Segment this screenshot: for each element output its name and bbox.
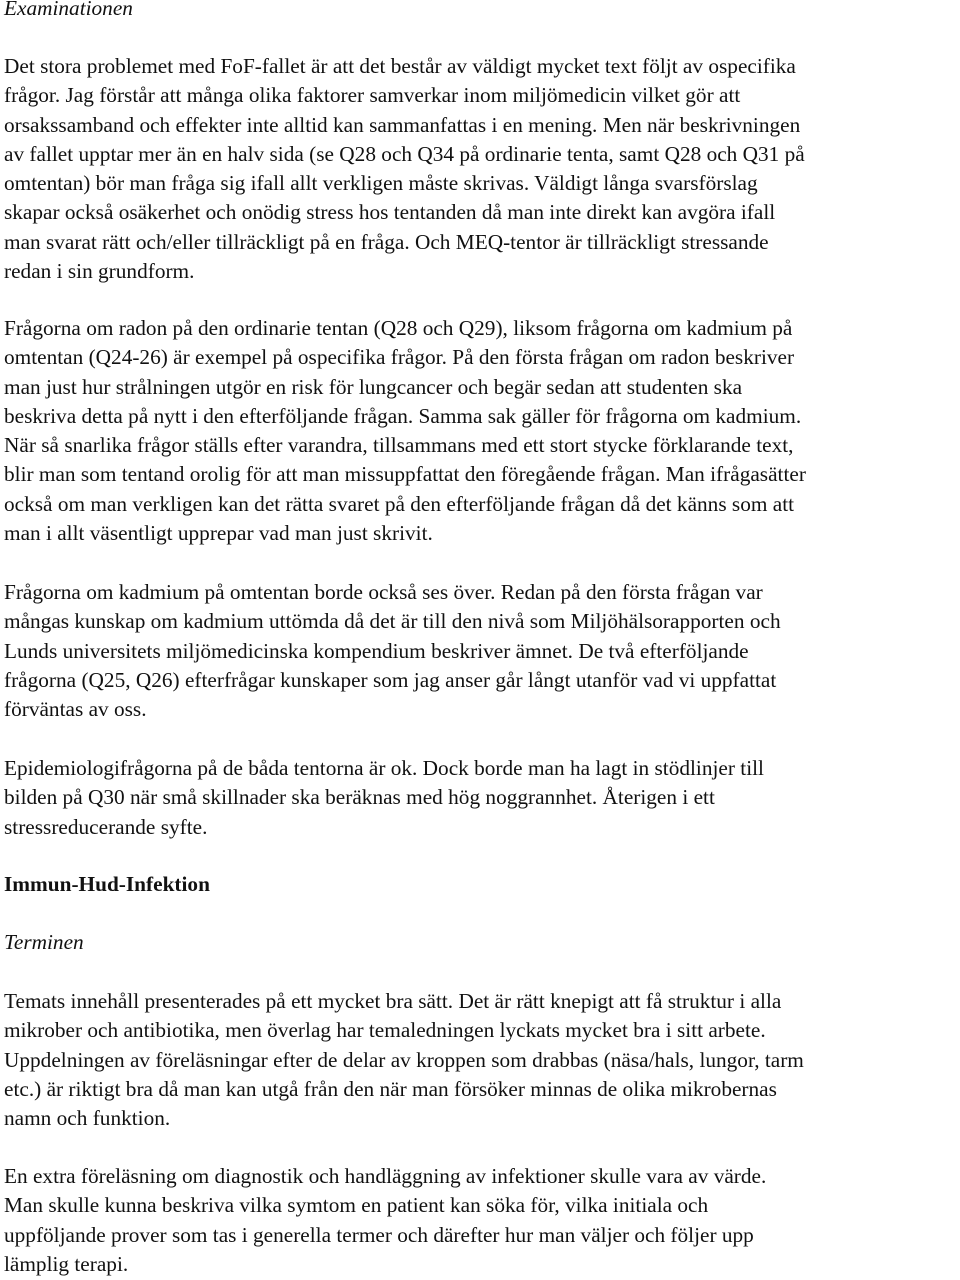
text-line: mångas kunskap om kadmium uttömda då det är till den nivå som Miljöhälsorapporten och (4, 609, 781, 634)
text-line: Uppdelningen av föreläsningar efter de delar av kroppen som drabbas (näsa/hals, lungor, tarm (4, 1047, 804, 1072)
text-line: redan i sin grundform. (4, 259, 195, 284)
text-line: också om man verkligen kan det rätta svaret på den efterföljande frågan då det känns som att (4, 491, 795, 516)
text-line: omtentan) bör man fråga sig ifall allt verkligen måste skrivas. Väldigt långa svarsförslag (4, 171, 758, 196)
text-line: Epidemiologifrågorna på de båda tentorna är ok. Dock borde man ha lagt in stödlinjer till (4, 756, 764, 780)
terminen-paragraph-1 (4, 987, 956, 1133)
text-line: skapar också osäkerhet och onödig stress hos tentanden då man inte direkt kan avgöra ifall (4, 200, 776, 225)
text-line: beskriva detta på nytt i den efterföljande frågan. Samma sak gäller för frågorna om kadmium. (4, 403, 802, 428)
text-line: En extra föreläsning om diagnostik och handläggning av infektioner skulle vara av värde. (4, 1164, 767, 1188)
text-line: förväntas av oss. (4, 697, 147, 722)
text-line: Temats innehåll presenterades på ett mycket bra sätt. Det är rätt knepigt att få struktur i alla (4, 989, 782, 1013)
text-line: Det stora problemet med FoF-fallet är att det består av väldigt mycket text följt av ospecifika (4, 54, 796, 78)
examinationen-paragraph-2 (4, 314, 956, 548)
text-line: man just hur strålningen utgör en risk för lungcancer och begär sedan att studenten ska (4, 374, 743, 399)
text-line: Frågorna om radon på den ordinarie tentan (Q28 och Q29), liksom frågorna om kadmium på (4, 316, 793, 340)
text-line: uppföljande prover som tas i generella termer och därefter hur man väljer och följer upp (4, 1222, 754, 1247)
examinationen-heading: Examinationen (4, 0, 133, 20)
text-line: blir man som tentand orolig för att man missuppfattat den föregående frågan. Man ifrågasätter (4, 462, 806, 487)
text-line: etc.) är riktigt bra då man kan utgå från den när man försöker minnas de olika mikrobernas (4, 1076, 777, 1101)
text-line: orsakssamband och effekter inte alltid kan sammanfattas i en mening. Men när beskrivningen (4, 112, 801, 137)
text-line: av fallet upptar mer än en halv sida (se Q28 och Q34 på ordinarie tenta, samt Q28 och Q31 på (4, 141, 805, 166)
examinationen-paragraph-3 (4, 578, 956, 724)
text-line: namn och funktion. (4, 1106, 171, 1131)
examinationen-paragraph-1 (4, 52, 956, 286)
text-line: stressreducerande syfte. (4, 814, 208, 839)
immun-hud-infektion-heading: Immun-Hud-Infektion (4, 872, 210, 896)
text-line: frågor. Jag förstår att många olika faktorer samverkar inom miljömedicin vilket gör att (4, 83, 741, 108)
text-line: Frågorna om kadmium på omtentan borde också ses över. Redan på den första frågan var (4, 580, 763, 604)
terminen-paragraph-2 (4, 1162, 956, 1279)
text-line: När så snarlika frågor ställs efter varandra, tillsammans med ett stort stycke förklarande text, (4, 433, 794, 458)
terminen-subheading: Terminen (4, 930, 84, 954)
text-line: Lunds universitets miljömedicinska kompendium beskriver ämnet. De två efterföljande (4, 638, 749, 663)
text-line: man svarat rätt och/eller tillräckligt på en fråga. Och MEQ-tentor är tillräckligt stressande (4, 229, 769, 254)
text-line: frågorna (Q25, Q26) efterfrågar kunskaper som jag anser går långt utanför vad vi uppfattat (4, 667, 777, 692)
examinationen-paragraph-4 (4, 754, 956, 842)
text-line: mikrober och antibiotika, men överlag har temaledningen lyckats mycket bra i sitt arbete. (4, 1018, 766, 1043)
text-line: lämplig terapi. (4, 1251, 129, 1276)
text-line: Man skulle kunna beskriva vilka symtom en patient kan söka för, vilka initiala och (4, 1193, 709, 1218)
text-line: omtentan (Q24-26) är exempel på ospecifika frågor. På den första frågan om radon beskriver (4, 345, 795, 370)
text-line: bilden på Q30 när små skillnader ska beräknas med hög noggrannhet. Återigen i ett (4, 785, 715, 810)
text-line: man i allt väsentligt upprepar vad man just skrivit. (4, 521, 433, 546)
